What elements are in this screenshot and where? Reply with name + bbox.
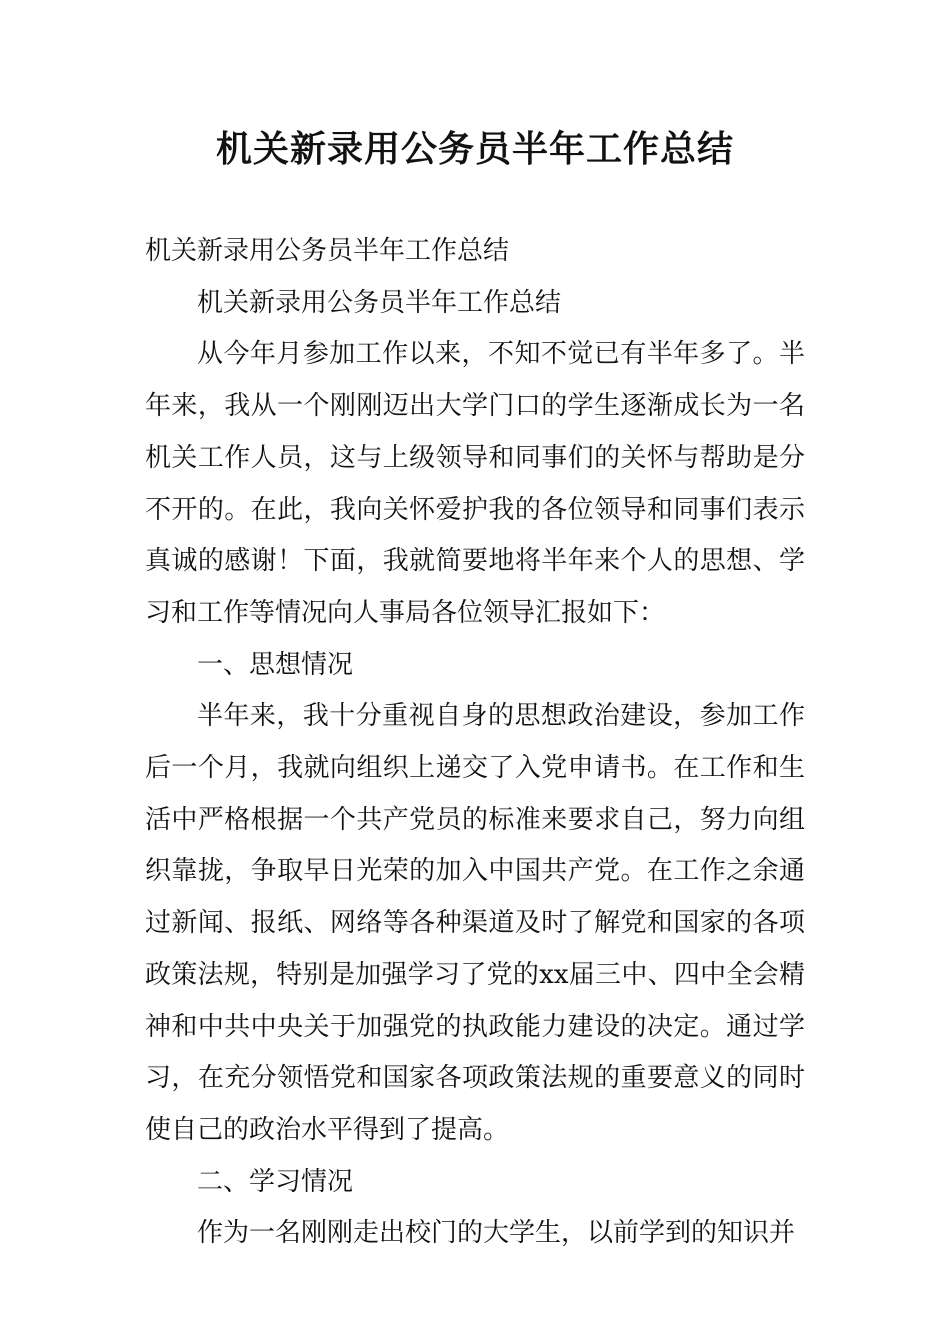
section-2-heading: 二、学习情况 <box>197 1166 354 1197</box>
intro-paragraph: 从今年月参加工作以来，不知不觉已有半年多了。半年来，我从一个刚刚迈出大学门口的学生逐渐成长为一名机关工作人员，这与上级领导和同事们的关怀与帮助是分不开的。在此，我向关怀爱护我的各位领导和同事们表示真诚的感谢！下面，我就简要地将半年来个人的思想、学习和工作等情况向人事局各位领导汇报如下： <box>145 339 805 628</box>
document-body <box>145 226 805 1260</box>
section-2-paragraph: 作为一名刚刚走出校门的大学生，以前学到的知识并 <box>197 1218 796 1249</box>
document-title: 机关新录用公务员半年工作总结 <box>215 129 734 170</box>
repeated-title-line: 机关新录用公务员半年工作总结 <box>145 236 510 266</box>
section-1-heading: 一、思想情况 <box>197 649 354 680</box>
indented-title-line: 机关新录用公务员半年工作总结 <box>197 287 562 318</box>
section-1-paragraph: 半年来，我十分重视自身的思想政治建设，参加工作后一个月，我就向组织上递交了入党申请书。在工作和生活中严格根据一个共产党员的标准来要求自己，努力向组织靠拢，争取早日光荣的加入中国共产党。在工作之余通过新闻、报纸、网络等各种渠道及时了解党和国家的各项政策法规，特别是加强学习了党的xx届三中、四中全会精神和中共中央关于加强党的执政能力建设的决定。通过学习，在充分领悟党和国家各项政策法规的重要意义的同时使自己的政治水平得到了提高。 <box>145 701 805 1145</box>
